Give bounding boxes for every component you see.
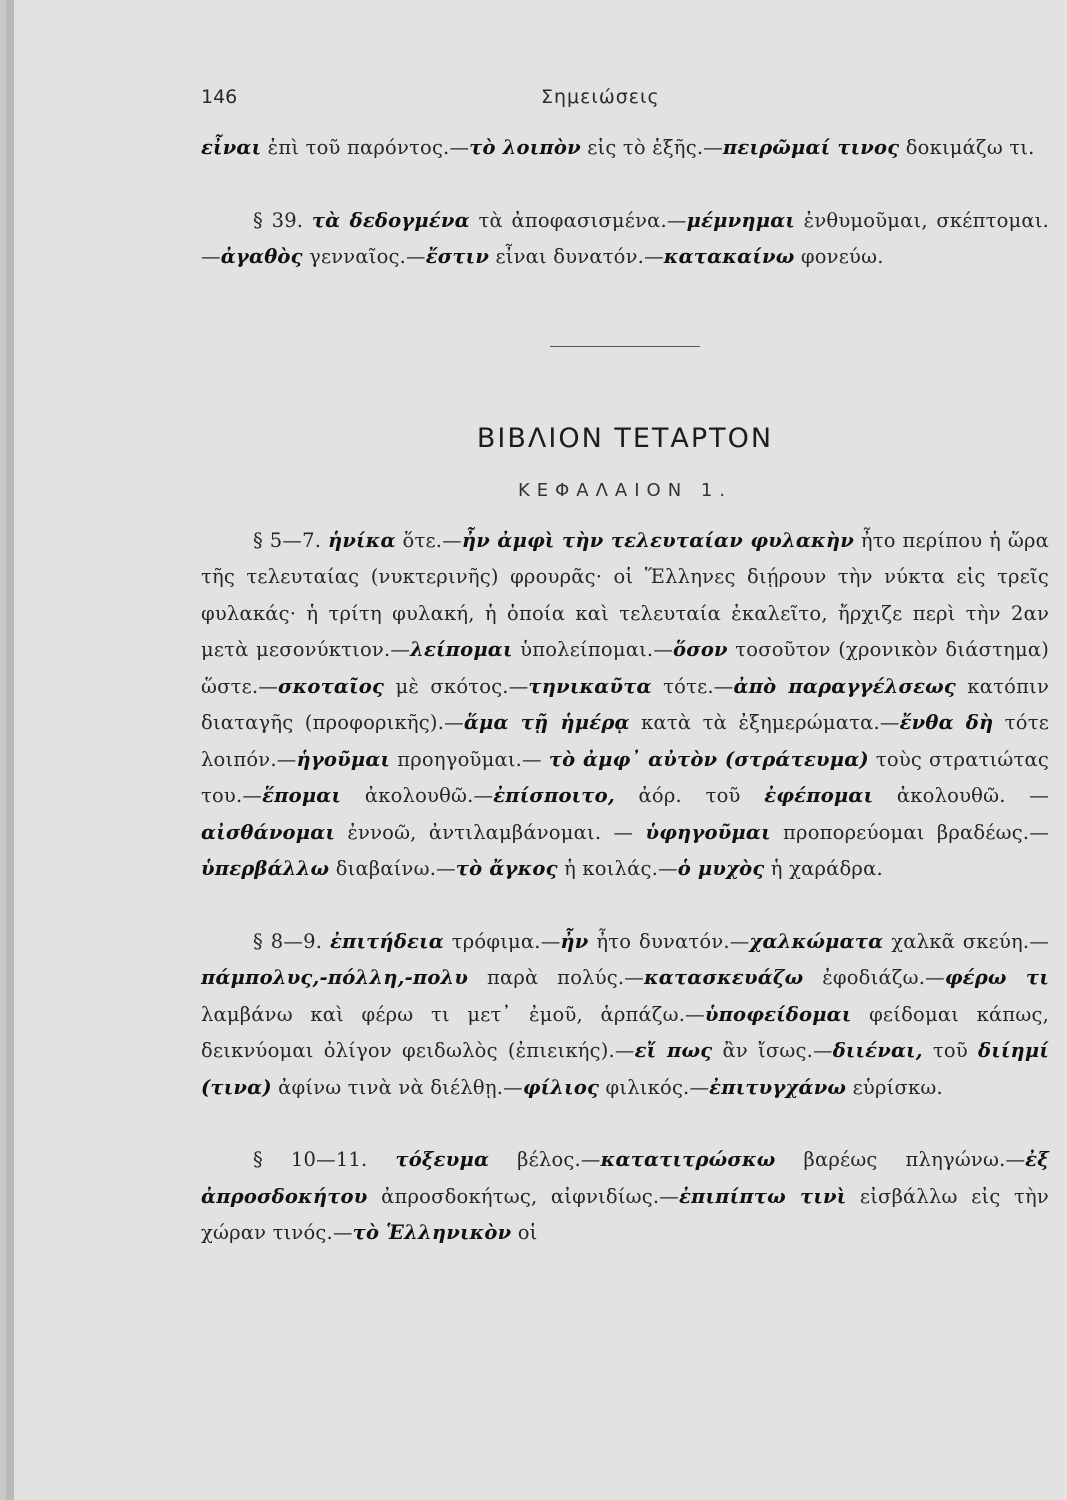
gloss-text: κατόπιν διαταγῆς (προφορικῆς).— bbox=[201, 674, 1049, 734]
headword: ἅμα τῇ ἡμέρᾳ bbox=[463, 711, 630, 734]
section-8-9-paragraph bbox=[201, 924, 1049, 1107]
gloss-text: εἰσβάλλω εἰς τὴν χώραν τινός.— bbox=[201, 1184, 1049, 1244]
gloss-text: ἐννοῶ, ἀντιλαμβάνομαι. — bbox=[335, 820, 646, 844]
gloss-text: εἶναι δυνατόν.— bbox=[489, 245, 664, 268]
gloss-text: προπορεύομαι βραδέως.— bbox=[770, 820, 1049, 844]
headword: πειρῶμαί τινος bbox=[722, 136, 900, 159]
headword: φίλιος bbox=[522, 1075, 600, 1099]
chapter-title: ΚΕΦΑΛΑΙΟΝ 1. bbox=[517, 479, 733, 501]
gloss-text: τοὺς στρατιώτας του.— bbox=[201, 747, 1049, 807]
gloss-text: φείδομαι κάπως, δεικνύομαι ὀλίγον φειδωλὸς (ἐπιεικής).— bbox=[201, 1002, 1049, 1062]
continuation-paragraph bbox=[201, 130, 1049, 167]
gloss-text: τότε.— bbox=[651, 674, 734, 698]
headword: εἴ πως bbox=[634, 1039, 713, 1062]
headword: ἕπομαι bbox=[262, 784, 342, 807]
gloss-text: βαρέως πληγώνω.— bbox=[775, 1148, 1026, 1171]
gloss-text: § 5—7. bbox=[253, 528, 328, 552]
headword: λείπομαι bbox=[410, 638, 513, 661]
headword: ἡγοῦμαι bbox=[296, 747, 391, 771]
page-header bbox=[201, 86, 1061, 116]
headword: ἐπίσποιτο, bbox=[493, 784, 615, 807]
headword: διίημί (τινα) bbox=[201, 1039, 1049, 1099]
headword: ἦν bbox=[560, 929, 589, 953]
gloss-text: τότε λοιπόν.— bbox=[201, 711, 1050, 771]
headword: ὁ μυχὸς bbox=[677, 857, 765, 880]
gloss-text: εἰς τὸ ἑξῆς.— bbox=[580, 136, 723, 159]
headword: τὰ δεδογμένα bbox=[311, 208, 470, 232]
gloss-text: § 39. bbox=[253, 208, 312, 232]
gloss-text: ἀκολουθῶ. — bbox=[873, 784, 1049, 807]
headword: πάμπολυς,-πόλλη,-πολυ bbox=[201, 966, 469, 989]
headword: τὸ ἄγκος bbox=[455, 857, 558, 880]
headword: ἀγαθὸς bbox=[220, 245, 303, 268]
gloss-text: ἀπροσδοκήτως, αἰφνιδίως.— bbox=[367, 1184, 679, 1208]
headword: κατατιτρώσκω bbox=[600, 1148, 776, 1171]
gloss-text: ἡ χαράδρα. bbox=[764, 857, 883, 880]
gloss-text: τρόφιμα.— bbox=[443, 929, 561, 953]
book-page bbox=[6, 0, 1067, 1500]
section-5-7-paragraph bbox=[201, 523, 1049, 888]
page-body bbox=[201, 130, 1049, 1252]
gloss-text: ἀόρ. τοῦ bbox=[614, 784, 765, 807]
gloss-text: ὑπολείπομαι.— bbox=[512, 638, 674, 661]
headword: ἔνθα δὴ bbox=[899, 711, 994, 734]
gloss-text: προηγοῦμαι.— bbox=[390, 747, 549, 771]
headword: ἀπὸ παραγγέλσεως bbox=[733, 674, 956, 698]
headword: τὸ Ἑλληνικὸν bbox=[352, 1221, 512, 1244]
gloss-text: κατὰ τὰ ἐξημερώματα.— bbox=[629, 711, 900, 734]
headword: τὸ ἀμφ᾽ αὐτὸν (στράτευμα) bbox=[548, 747, 869, 771]
gloss-text: ἐφοδιάζω.— bbox=[803, 966, 945, 989]
gloss-text: § 10—11. bbox=[253, 1148, 396, 1171]
headword: ἐφέπομαι bbox=[764, 784, 874, 807]
gloss-text: γενναῖος.— bbox=[302, 245, 426, 268]
gloss-text: ἐπὶ τοῦ παρόντος.— bbox=[261, 136, 470, 159]
section-divider bbox=[550, 346, 700, 347]
section-10-11-paragraph bbox=[201, 1142, 1049, 1252]
gloss-text: λαμβάνω καὶ φέρω τι μετ᾽ ἐμοῦ, ἁρπάζω.— bbox=[201, 1002, 705, 1026]
gloss-text: βέλος.— bbox=[489, 1148, 601, 1171]
gloss-text: τοῦ bbox=[922, 1039, 979, 1062]
gloss-text: χαλκᾶ σκεύη.— bbox=[883, 929, 1050, 953]
gloss-text: φονεύω. bbox=[794, 245, 884, 268]
headword: διιέναι, bbox=[832, 1039, 923, 1062]
headword: κατασκευάζω bbox=[643, 966, 804, 989]
page-number: 146 bbox=[201, 86, 238, 108]
headword: φέρω τι bbox=[944, 966, 1049, 989]
headword: ὑπερβάλλω bbox=[201, 857, 330, 880]
headword: ἐπιτήδεια bbox=[329, 929, 444, 953]
gloss-text: μὲ σκότος.— bbox=[384, 674, 529, 698]
headword: ἔστιν bbox=[425, 245, 490, 268]
gloss-text: ἂν ἴσως.— bbox=[712, 1039, 833, 1062]
gloss-text: ἀκολουθῶ.— bbox=[341, 784, 494, 807]
section-39-paragraph bbox=[201, 203, 1049, 276]
headword: μέμνημαι bbox=[686, 208, 796, 232]
gloss-text: παρὰ πολύς.— bbox=[468, 966, 644, 989]
headword: τηνικαῦτα bbox=[528, 674, 652, 698]
headword: ὑφηγοῦμαι bbox=[645, 820, 771, 844]
headword: ἐπιπίπτω τινὶ bbox=[679, 1184, 847, 1208]
gloss-text: εὑρίσκω. bbox=[846, 1075, 943, 1099]
headword: ἦν ἀμφὶ τὴν τελευταίαν φυλακὴν bbox=[461, 528, 854, 552]
headword: ἐξ ἀπροσδοκήτου bbox=[201, 1148, 1049, 1208]
gloss-text: οἱ bbox=[511, 1221, 538, 1244]
running-title: Σημειώσεις bbox=[541, 86, 660, 108]
headword: ἡνίκα bbox=[327, 528, 396, 552]
headword: σκοταῖος bbox=[278, 674, 385, 698]
gloss-text: § 8—9. bbox=[253, 929, 330, 953]
gloss-text: διαβαίνω.— bbox=[329, 857, 456, 880]
gloss-text: τὰ ἀποφασισμένα.— bbox=[469, 208, 687, 232]
gloss-text: ὅτε.— bbox=[395, 528, 462, 552]
book-title: ΒΙΒΛΙΟΝ ΤΕΤΑΡΤΟΝ bbox=[476, 422, 774, 454]
headword: ἐπιτυγχάνω bbox=[709, 1075, 847, 1099]
headword: αἰσθάνομαι bbox=[201, 820, 336, 844]
gloss-text: ἀφίνω τινὰ νὰ διέλθῃ.— bbox=[271, 1075, 523, 1099]
headword: κατακαίνω bbox=[663, 245, 795, 268]
headword: τόξευμα bbox=[395, 1148, 490, 1171]
headword: ὑποφείδομαι bbox=[704, 1002, 852, 1026]
page-edge bbox=[6, 0, 14, 1500]
headword: ὅσον bbox=[673, 638, 728, 661]
headword: χαλκώματα bbox=[749, 929, 884, 953]
headword: τὸ λοιπὸν bbox=[469, 136, 581, 159]
gloss-text: ἐνθυμοῦμαι, σκέπτομαι.— bbox=[201, 208, 1050, 268]
gloss-text: φιλικός.— bbox=[599, 1075, 710, 1099]
gloss-text: τοσοῦτον (χρονικὸν διάστημα) ὥστε.— bbox=[201, 638, 1049, 698]
gloss-text: ἡ κοιλάς.— bbox=[557, 857, 678, 880]
gloss-text: ἦτο περίπου ἡ ὥρα τῆς τελευταίας (νυκτερινῆς) φρουρᾶς· οἱ Ἕλληνες διῄρουν τὴν νύκτα εἰς τρεῖς φυλακάς· ἡ τρίτη φυλακή, ἡ ὁποία καὶ τελευταία ἐκαλεῖτο, ἤρχιζε περὶ τὴν 2αν μετὰ μεσονύκτιον.— bbox=[201, 528, 1049, 661]
gloss-text: ἦτο δυνατόν.— bbox=[588, 929, 750, 953]
headword: εἶναι bbox=[201, 136, 262, 159]
gloss-text: δοκιμάζω τι. bbox=[899, 136, 1035, 159]
